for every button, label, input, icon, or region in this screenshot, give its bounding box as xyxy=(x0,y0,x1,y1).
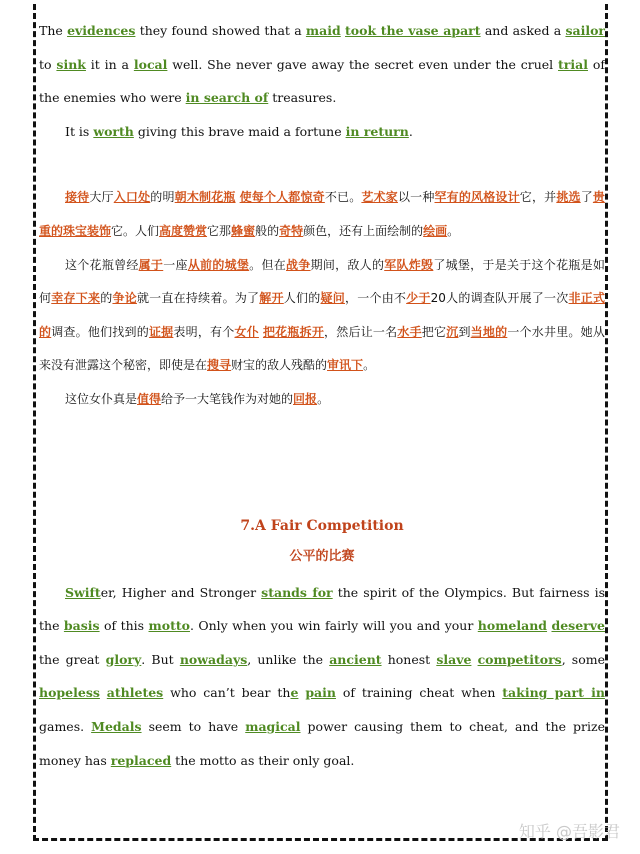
chinese-keyword: 回报 xyxy=(293,391,318,406)
text-run: ，一个由不 xyxy=(344,291,407,306)
chinese-keyword: 沉 xyxy=(446,324,459,339)
english-keyword: e xyxy=(290,685,299,701)
text-run: 。但在 xyxy=(249,257,286,272)
text-run: 财宝的敌人残酷的 xyxy=(231,358,328,373)
text-run: , some xyxy=(561,651,605,667)
text-run: 期间，敌人的 xyxy=(310,257,385,272)
chinese-keyword: 战争 xyxy=(286,257,311,272)
english-keyword: Medals xyxy=(91,718,142,734)
english-keyword: taking part in xyxy=(502,685,605,701)
text-run: the spirit of the Olympics. But fairness is the xyxy=(39,584,605,634)
chinese-keyword: 争论 xyxy=(112,291,137,306)
english-keyword: magical xyxy=(245,718,301,734)
text-run: of the enemies who were xyxy=(39,56,605,106)
text-run: 调查。他们找到的 xyxy=(51,324,149,339)
chinese-keyword: 接待 xyxy=(65,190,90,205)
english-keyword: sailor xyxy=(565,23,605,38)
chinese-keyword: 证据 xyxy=(148,324,174,339)
text-run: honest xyxy=(381,651,437,667)
text-run: power causing them to cheat, and the prize money has xyxy=(39,718,605,768)
english-keyword: athletes xyxy=(106,685,164,701)
text-run: the great xyxy=(39,651,106,667)
text-run: who can’t bear th xyxy=(163,685,291,701)
chinese-keyword: 疑问 xyxy=(320,291,345,306)
text-run: of this xyxy=(99,618,149,634)
chinese-keyword: 解开 xyxy=(259,291,284,306)
text-run: to xyxy=(39,56,57,72)
text-run: 大厅 xyxy=(89,190,114,205)
text-run: 表明，有个 xyxy=(173,324,235,339)
text-run: The xyxy=(39,23,68,38)
chinese-paragraph-3 xyxy=(39,383,605,417)
english-keyword: competitors xyxy=(477,651,562,667)
text-run: it in a xyxy=(85,56,134,72)
document-body xyxy=(39,14,605,777)
text-run: 的 xyxy=(100,291,113,306)
english-keyword: worth xyxy=(93,123,134,139)
text-run: treasures. xyxy=(268,90,337,106)
english-keyword: ancient xyxy=(329,651,382,667)
english-keyword: evidences xyxy=(67,23,136,38)
chinese-keyword: 值得 xyxy=(137,391,162,406)
section-title: 7.A Fair Competition xyxy=(240,517,404,534)
text-run: ，然后让一名 xyxy=(324,324,398,339)
chinese-paragraph-1 xyxy=(39,181,605,248)
chinese-keyword: 朝木制花瓶 xyxy=(174,190,236,205)
english-keyword: nowadays xyxy=(179,651,248,667)
text-run: 就一直在持续着。为了 xyxy=(136,291,260,306)
chinese-keyword: 绘画 xyxy=(423,223,448,238)
text-run: . Only when you win fairly will you and your xyxy=(189,618,478,634)
chinese-keyword: 从前的城堡 xyxy=(187,257,250,272)
chinese-keyword: 挑选 xyxy=(556,190,581,205)
chinese-paragraph-2 xyxy=(39,249,605,383)
english-keyword: took the vase apart xyxy=(345,23,481,38)
english-keyword: trial xyxy=(558,56,588,72)
text-run: 给予一大笔钱作为对她的 xyxy=(161,391,294,406)
chinese-keyword: 蜂蜜 xyxy=(231,223,256,238)
text-run: of training cheat when xyxy=(336,685,503,701)
english-keyword: slave xyxy=(436,651,472,667)
chinese-keyword: 贵重的珠宝装饰 xyxy=(39,190,605,238)
text-run: giving this brave maid a fortune xyxy=(133,123,346,139)
text-run xyxy=(100,685,107,700)
text-run: . xyxy=(408,123,413,139)
text-run: 一个水井里。她从来没有泄露这个秘密，即使是在 xyxy=(39,324,605,373)
text-run: , unlike the xyxy=(247,651,330,667)
english-paragraph-3 xyxy=(39,576,605,778)
text-run: they found showed that a xyxy=(135,23,306,38)
text-run: . But xyxy=(141,651,180,667)
chinese-keyword: 罕有的风格设计 xyxy=(434,190,520,205)
text-run: 到 xyxy=(458,324,471,339)
chinese-keyword: 少于 xyxy=(406,291,431,306)
text-run: 了城堡，于是关于这个花瓶是如何 xyxy=(39,257,605,306)
english-keyword: deserve xyxy=(551,618,605,634)
english-paragraph-2 xyxy=(39,115,605,149)
english-keyword: homeland xyxy=(477,618,548,634)
text-run: It is xyxy=(65,123,94,139)
english-keyword: basis xyxy=(63,618,100,634)
text-run: 这个花瓶曾经 xyxy=(65,257,139,272)
chinese-keyword: 当地的 xyxy=(470,324,508,339)
chinese-keyword: 入口处 xyxy=(113,190,151,205)
chinese-keyword: 女仆 xyxy=(234,324,259,339)
text-run: 把它 xyxy=(421,324,447,339)
chinese-keyword: 军队炸毁 xyxy=(384,257,434,272)
english-paragraph-1 xyxy=(39,14,605,115)
english-keyword: sink xyxy=(56,56,86,72)
text-run: 般的 xyxy=(255,223,280,238)
text-run: 这位女仆真是 xyxy=(65,391,138,406)
text-run: 。 xyxy=(447,223,460,238)
text-run: 它那 xyxy=(207,223,232,238)
english-keyword: Swift xyxy=(65,584,101,600)
english-keyword: hopeless xyxy=(39,685,100,701)
text-run: seem to have xyxy=(141,718,246,734)
chinese-keyword: 水手 xyxy=(397,324,422,339)
text-run: the motto as their only goal. xyxy=(171,752,355,768)
chinese-keyword: 幸存下来 xyxy=(51,291,101,306)
spacer xyxy=(39,417,605,512)
text-run: 它。人们 xyxy=(111,223,160,238)
chinese-keyword: 高度赞赏 xyxy=(159,223,208,238)
text-run: 颜色，还有上面绘制的 xyxy=(303,223,424,238)
english-keyword: in return xyxy=(345,123,409,139)
text-run: and asked a xyxy=(480,23,566,38)
text-run: 。 xyxy=(363,358,376,373)
text-run: 不已。 xyxy=(324,190,362,205)
chinese-keyword: 艺术家 xyxy=(361,190,398,205)
english-keyword: glory xyxy=(105,651,142,667)
text-run: 了 xyxy=(580,190,593,205)
chinese-keyword: 非正式的 xyxy=(39,291,605,339)
chinese-keyword: 奇特 xyxy=(279,223,304,238)
chinese-keyword: 把花瓶拆开 xyxy=(262,324,325,339)
chinese-keyword: 搜寻 xyxy=(207,358,232,373)
text-run: well. She never gave away the secret even under the cruel xyxy=(167,56,559,72)
chinese-keyword: 审讯下 xyxy=(327,358,364,373)
watermark: 知乎 @吾影君 xyxy=(518,822,620,841)
english-keyword: in search of xyxy=(185,90,269,106)
spacer xyxy=(39,148,605,181)
text-run: games. xyxy=(39,718,92,734)
english-keyword: maid xyxy=(305,23,341,38)
chinese-keyword: 使每个人都惊奇 xyxy=(239,190,325,205)
text-run: 人们的 xyxy=(283,291,321,306)
text-run: 。 xyxy=(317,391,330,406)
english-keyword: replaced xyxy=(110,752,172,768)
section-subtitle: 公平的比赛 xyxy=(289,548,355,564)
chinese-keyword: 属于 xyxy=(138,257,164,272)
english-keyword: pain xyxy=(305,685,336,701)
text-run: 一座 xyxy=(163,257,188,272)
english-keyword: stands for xyxy=(261,584,333,600)
english-keyword: local xyxy=(133,56,168,72)
english-keyword: motto xyxy=(148,618,190,634)
text-run: er, Higher and Stronger xyxy=(100,584,262,600)
text-run: 它，并 xyxy=(519,190,557,205)
text-run: 20人的调查队开展了一次 xyxy=(430,291,569,306)
text-run: 以一种 xyxy=(397,190,435,205)
text-run: 的明 xyxy=(150,190,175,205)
